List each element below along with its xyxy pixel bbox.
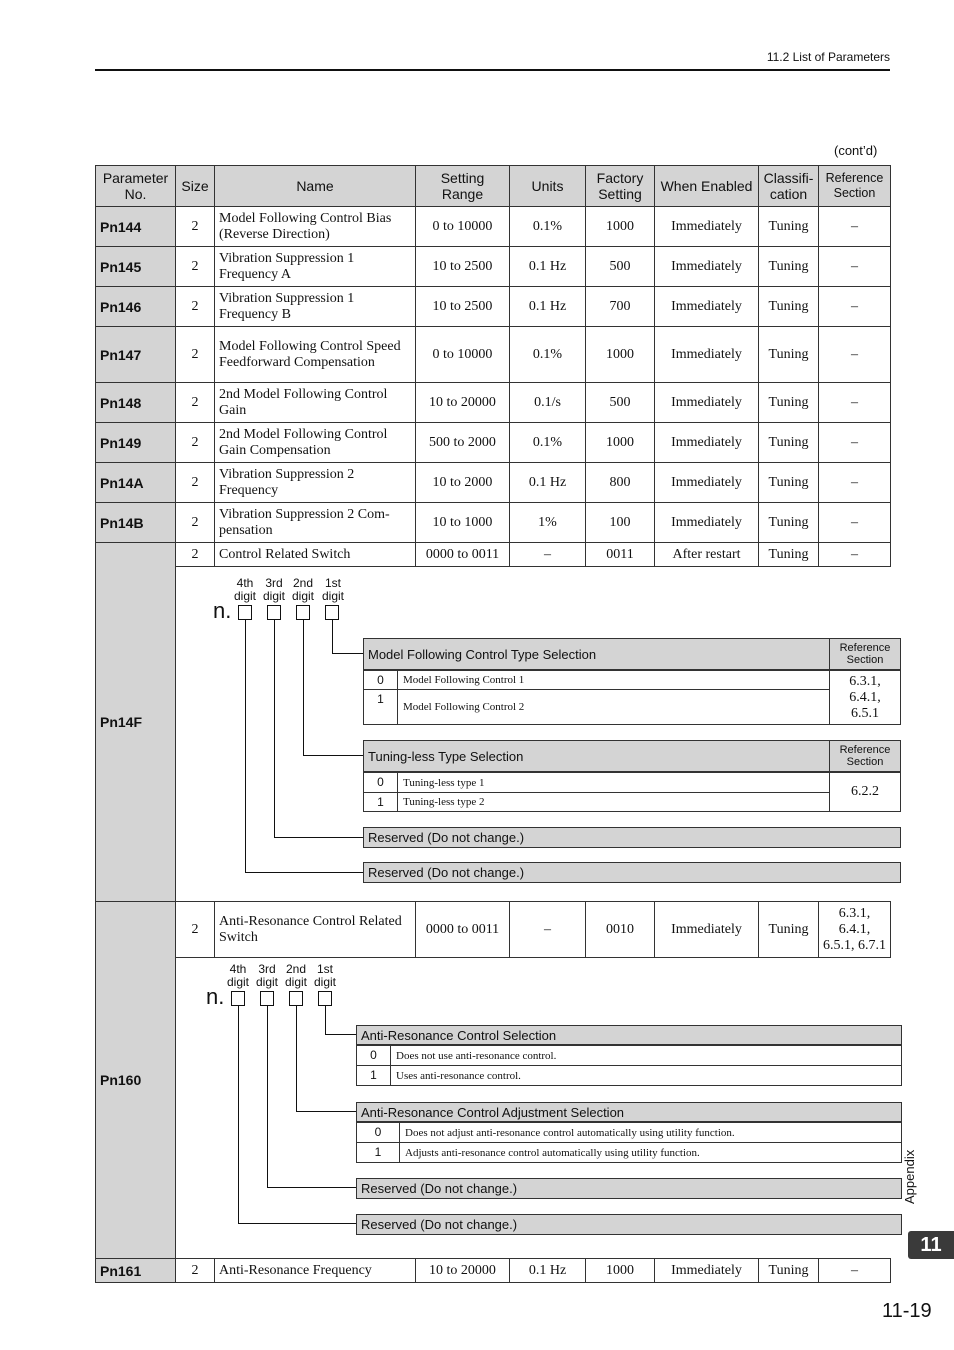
- ref-cell: –: [819, 207, 891, 247]
- range-cell: 10 to 2500: [416, 247, 510, 287]
- class-cell: Tuning: [759, 902, 819, 958]
- ref-cell: –: [819, 1259, 891, 1283]
- param-no: Pn14B: [96, 503, 176, 543]
- ref-cell: 6.3.1, 6.4.1, 6.5.1, 6.7.1: [819, 902, 891, 958]
- range-cell: 10 to 20000: [416, 383, 510, 423]
- size-cell: 2: [176, 383, 215, 423]
- list-item: [363, 792, 830, 812]
- enabled-cell: Immediately: [655, 1259, 759, 1283]
- enabled-cell: Immediately: [655, 327, 759, 383]
- factory-cell: 1000: [586, 1259, 655, 1283]
- connector: [245, 872, 364, 873]
- range-cell: 0 to 10000: [416, 327, 510, 383]
- setting-description: Uses anti-resonance control.: [396, 1069, 521, 1082]
- digit-label-4th: 4th digit: [226, 962, 249, 989]
- connector: [274, 837, 364, 838]
- reference-value: 6.2.2: [829, 772, 901, 812]
- col-factory-setting: Factory Setting: [586, 166, 655, 207]
- digit-diagram-pn14f: [176, 567, 891, 902]
- class-cell: Tuning: [759, 207, 819, 247]
- units-cell: 0.1%: [510, 207, 586, 247]
- connector: [245, 620, 246, 873]
- ref-cell: –: [819, 383, 891, 423]
- table-row-pn161: [96, 1259, 891, 1283]
- enabled-cell: Immediately: [655, 423, 759, 463]
- n-prefix: n.: [206, 984, 225, 1009]
- setting-description: Does not use anti-resonance control.: [396, 1049, 557, 1062]
- setting-value: 0: [357, 1046, 391, 1065]
- name-cell: Vibration Suppression 2 Frequency: [215, 463, 416, 503]
- list-item: [356, 1142, 902, 1163]
- col-reference-section: Reference Section: [819, 166, 891, 207]
- class-cell: Tuning: [759, 1259, 819, 1283]
- digit-diagram-pn160: [176, 958, 891, 1259]
- col-classification: Classifi- cation: [759, 166, 819, 207]
- param-no: Pn149: [96, 423, 176, 463]
- reserved-heading: Reserved (Do not change.): [363, 862, 901, 883]
- setting-value: 0: [357, 1123, 400, 1142]
- table-row: [96, 463, 891, 503]
- reference-value: 6.3.1, 6.4.1, 6.5.1: [829, 670, 901, 725]
- units-cell: 1%: [510, 503, 586, 543]
- connector: [296, 1006, 297, 1112]
- side-label: Appendix: [902, 1149, 917, 1204]
- digit-label-2nd: 2nd digit: [291, 576, 314, 603]
- units-cell: 0.1 Hz: [510, 247, 586, 287]
- ref-cell: –: [819, 463, 891, 503]
- digit-label-3rd: 3rd digit: [262, 576, 285, 603]
- ref-cell: –: [819, 503, 891, 543]
- size-cell: 2: [176, 543, 215, 567]
- class-cell: Tuning: [759, 327, 819, 383]
- name-cell: Vibration Suppression 1 Frequency A: [215, 247, 416, 287]
- range-cell: 10 to 20000: [416, 1259, 510, 1283]
- ref-cell: –: [819, 543, 891, 567]
- setting-description: Adjusts anti-resonance control automatically using utility function.: [405, 1146, 700, 1159]
- size-cell: 2: [176, 423, 215, 463]
- param-no: Pn14F: [96, 543, 176, 902]
- table-row: [96, 383, 891, 423]
- digit-box-3rd: [260, 991, 274, 1006]
- range-cell: 0 to 10000: [416, 207, 510, 247]
- digit-box-2nd: [289, 991, 303, 1006]
- reference-heading: Reference Section: [829, 740, 901, 772]
- table-row-pn160-diagram: [96, 958, 891, 1259]
- setting-value: 0: [364, 773, 398, 792]
- chapter-tab: 11: [908, 1231, 954, 1259]
- setting-description: Model Following Control 2: [403, 701, 525, 713]
- col-size: Size: [176, 166, 215, 207]
- class-cell: Tuning: [759, 463, 819, 503]
- size-cell: 2: [176, 327, 215, 383]
- setting-value: 0: [364, 671, 398, 689]
- units-cell: 0.1%: [510, 423, 586, 463]
- setting-description: Tuning-less type 1: [403, 776, 485, 789]
- name-cell: Vibration Suppression 1 Frequency B: [215, 287, 416, 327]
- table-row-pn160: [96, 902, 891, 958]
- ref-cell: –: [819, 287, 891, 327]
- range-cell: 10 to 1000: [416, 503, 510, 543]
- name-cell: 2nd Model Following Control Gain Compensation: [215, 423, 416, 463]
- list-item: [363, 670, 830, 690]
- units-cell: 0.1 Hz: [510, 287, 586, 327]
- connector: [238, 1223, 357, 1224]
- units-cell: 0.1 Hz: [510, 1259, 586, 1283]
- class-cell: Tuning: [759, 383, 819, 423]
- table-row: [96, 247, 891, 287]
- digit-label-1st: 1st digit: [321, 576, 344, 603]
- factory-cell: 1000: [586, 423, 655, 463]
- size-cell: 2: [176, 247, 215, 287]
- units-cell: 0.1/s: [510, 383, 586, 423]
- name-cell: Model Following Control Bias (Reverse Direction): [215, 207, 416, 247]
- digit-box-4th: [231, 991, 245, 1006]
- header-row: [96, 166, 891, 207]
- col-parameter-no: Parameter No.: [96, 166, 176, 207]
- page-number: 11-19: [882, 1300, 932, 1322]
- name-cell: Anti-Resonance Control Related Switch: [215, 902, 416, 958]
- range-cell: 500 to 2000: [416, 423, 510, 463]
- table-row: [96, 327, 891, 383]
- table-row: [96, 287, 891, 327]
- ref-cell: –: [819, 423, 891, 463]
- n-prefix: n.: [213, 598, 232, 623]
- class-cell: Tuning: [759, 247, 819, 287]
- digit-box-2nd: [296, 605, 310, 620]
- reference-heading: Reference Section: [829, 638, 901, 670]
- enabled-cell: Immediately: [655, 463, 759, 503]
- range-cell: 0000 to 0011: [416, 902, 510, 958]
- class-cell: Tuning: [759, 287, 819, 327]
- list-item: [363, 772, 830, 793]
- enabled-cell: Immediately: [655, 902, 759, 958]
- digit-box-1st: [325, 605, 339, 620]
- col-units: Units: [510, 166, 586, 207]
- factory-cell: 1000: [586, 327, 655, 383]
- factory-cell: 500: [586, 247, 655, 287]
- setting-value: 1: [364, 793, 398, 811]
- col-when-enabled: When Enabled: [655, 166, 759, 207]
- class-cell: Tuning: [759, 423, 819, 463]
- connector: [332, 620, 333, 654]
- setting-description: Model Following Control 1: [403, 674, 525, 686]
- digit-label-4th: 4th digit: [233, 576, 256, 603]
- connector: [238, 1006, 239, 1224]
- digit-box-4th: [238, 605, 252, 620]
- factory-cell: 0010: [586, 902, 655, 958]
- class-cell: Tuning: [759, 543, 819, 567]
- connector: [267, 1187, 357, 1188]
- param-no: Pn14A: [96, 463, 176, 503]
- param-no: Pn146: [96, 287, 176, 327]
- setting-description: Tuning-less type 2: [403, 796, 485, 808]
- table-row: [96, 423, 891, 463]
- ref-cell: –: [819, 327, 891, 383]
- factory-cell: 100: [586, 503, 655, 543]
- digit-label-3rd: 3rd digit: [255, 962, 278, 989]
- table-row-pn14f-diagram: [96, 567, 891, 902]
- size-cell: 2: [176, 1259, 215, 1283]
- factory-cell: 700: [586, 287, 655, 327]
- connector: [303, 620, 304, 756]
- name-cell: Model Following Control Speed Feedforward Compensation: [215, 327, 416, 383]
- param-no: Pn161: [96, 1259, 176, 1283]
- name-cell: Vibration Suppression 2 Com- pensation: [215, 503, 416, 543]
- enabled-cell: Immediately: [655, 247, 759, 287]
- continued-label: (cont’d): [834, 143, 878, 158]
- units-cell: –: [510, 902, 586, 958]
- name-cell: Control Related Switch: [215, 543, 416, 567]
- setting-description: Does not adjust anti-resonance control automatically using utility function.: [405, 1126, 735, 1139]
- name-cell: 2nd Model Following Control Gain: [215, 383, 416, 423]
- table-row-pn14f: [96, 543, 891, 567]
- setting-value: 1: [364, 690, 398, 724]
- selection-heading: Anti-Resonance Control Adjustment Selection: [356, 1102, 902, 1122]
- enabled-cell: After restart: [655, 543, 759, 567]
- enabled-cell: Immediately: [655, 207, 759, 247]
- reserved-heading: Reserved (Do not change.): [363, 827, 901, 848]
- list-item: [356, 1065, 902, 1086]
- ref-cell: –: [819, 247, 891, 287]
- reserved-heading: Reserved (Do not change.): [356, 1214, 902, 1235]
- param-no: Pn148: [96, 383, 176, 423]
- table-row: [96, 503, 891, 543]
- range-cell: 10 to 2000: [416, 463, 510, 503]
- list-item: [363, 689, 830, 725]
- size-cell: 2: [176, 463, 215, 503]
- digit-label-1st: 1st digit: [313, 962, 336, 989]
- connector: [274, 620, 275, 838]
- setting-value: 1: [357, 1143, 400, 1162]
- connector: [332, 653, 364, 654]
- param-no: Pn147: [96, 327, 176, 383]
- digit-box-1st: [318, 991, 332, 1006]
- param-no: Pn145: [96, 247, 176, 287]
- parameter-table: [95, 165, 891, 1283]
- selection-heading: Model Following Control Type Selection: [363, 638, 830, 670]
- connector: [303, 755, 364, 756]
- enabled-cell: Immediately: [655, 287, 759, 327]
- reserved-heading: Reserved (Do not change.): [356, 1178, 902, 1199]
- factory-cell: 800: [586, 463, 655, 503]
- range-cell: 0000 to 0011: [416, 543, 510, 567]
- factory-cell: 0011: [586, 543, 655, 567]
- connector: [325, 1034, 357, 1035]
- class-cell: Tuning: [759, 503, 819, 543]
- param-no: Pn144: [96, 207, 176, 247]
- factory-cell: 1000: [586, 207, 655, 247]
- param-no: Pn160: [96, 902, 176, 1259]
- range-cell: 10 to 2500: [416, 287, 510, 327]
- header-rule: [95, 69, 890, 71]
- size-cell: 2: [176, 287, 215, 327]
- connector: [325, 1006, 326, 1035]
- table-row: [96, 207, 891, 247]
- name-cell: Anti-Resonance Frequency: [215, 1259, 416, 1283]
- col-name: Name: [215, 166, 416, 207]
- list-item: [356, 1045, 902, 1066]
- running-header: 11.2 List of Parameters: [766, 50, 890, 64]
- connector: [267, 1006, 268, 1188]
- size-cell: 2: [176, 503, 215, 543]
- units-cell: –: [510, 543, 586, 567]
- digit-box-3rd: [267, 605, 281, 620]
- size-cell: 2: [176, 207, 215, 247]
- setting-value: 1: [357, 1066, 391, 1085]
- enabled-cell: Immediately: [655, 503, 759, 543]
- size-cell: 2: [176, 902, 215, 958]
- list-item: [356, 1122, 902, 1143]
- selection-heading: Tuning-less Type Selection: [363, 740, 830, 772]
- enabled-cell: Immediately: [655, 383, 759, 423]
- units-cell: 0.1 Hz: [510, 463, 586, 503]
- factory-cell: 500: [586, 383, 655, 423]
- digit-label-2nd: 2nd digit: [284, 962, 307, 989]
- selection-heading: Anti-Resonance Control Selection: [356, 1025, 902, 1045]
- units-cell: 0.1%: [510, 327, 586, 383]
- connector: [296, 1111, 357, 1112]
- col-setting-range: Setting Range: [416, 166, 510, 207]
